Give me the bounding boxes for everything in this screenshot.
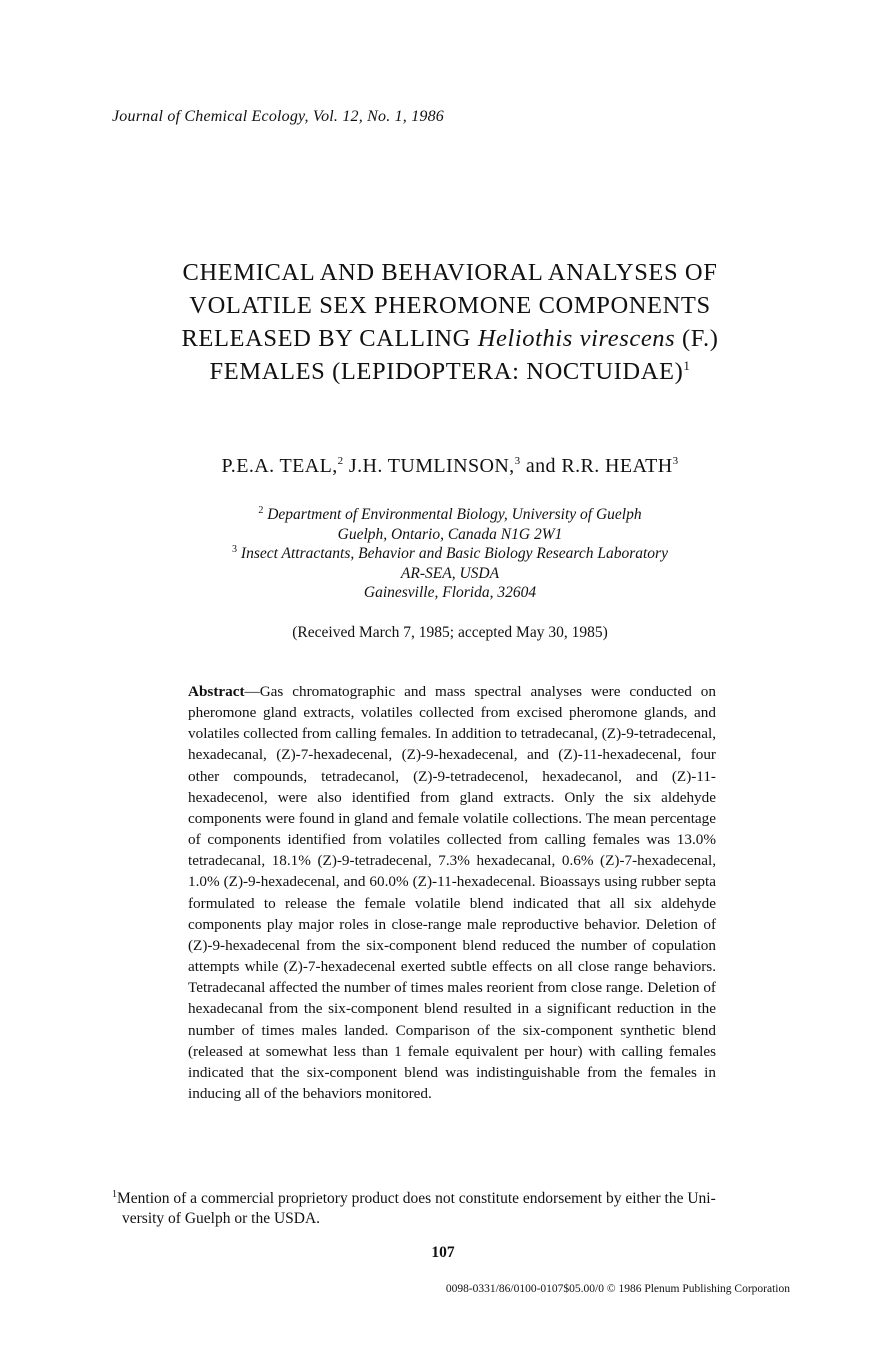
author-name: R.R. HEATH: [561, 455, 673, 477]
affiliation-line: AR-SEA, USDA: [400, 564, 500, 582]
title-line-3: [130, 322, 770, 355]
affiliation-mark: 2: [258, 505, 264, 516]
received-dates: (Received March 7, 1985; accepted May 30, 1985): [292, 624, 608, 641]
affiliation-line: Guelph, Ontario, Canada N1G 2W1: [337, 525, 563, 543]
title-line-2: VOLATILE SEX PHEROMONE COMPONENTS: [189, 292, 711, 319]
abstract-text: —Gas chromatographic and mass spectral analyses were conducted on pheromone gland extracts, volatiles collected from excised pheromone glands, and volatiles collected from calling females. In addition to tetradecanal, (Z)-9-tetradecenal, hexadecanal, (Z)-7-hexadecenal, (Z)-9-hexadecenal, and (Z)-11-hexadecenal, four other compounds, tetradecanol, (Z)-9-tetradecenol, hexadecanol, and (Z)-11-hexadecenol, were also identified from gland extracts. Only the six aldehyde components were found in gland and female volatile collections. The mean percentage of components identified from volatiles collected from calling females was 13.0% tetradecanal, 18.1% (Z)-9-tetradecenal, 7.3% hexadecanal, 0.6% (Z)-7-hexadecenal, 1.0% (Z)-9-hexadecenal, and 60.0% (Z)-11-hexadecenal. Bioassays using rubber septa formulated to release the female volatile blend indicated that all six aldehyde components play major roles in close-range male reproductive behavior. Deletion of (Z)-9-hexadecenal from the six-component blend reduced the number of copulation attempts while (Z)-7-hexadecenal exerted subtle effects on all close range behaviors. Tetradecanal affected the number of times males reorient from close range. Deletion of hexadecanal from the six-component blend resulted in a significant reduction in the number of times males landed. Comparison of the six-component synthetic blend (released at somewhat less than 1 female equivalent per hour) with calling females indicated that the six-component blend was indistinguishable from the females in inducing all of the behaviors monitored.: [188, 683, 716, 1102]
footnote-line-2: versity of Guelph or the USDA.: [122, 1210, 321, 1227]
affiliation-line: Gainesville, Florida, 32604: [363, 584, 537, 601]
affiliation-mark: 3: [232, 544, 238, 555]
footnote-mark: 1: [112, 1189, 117, 1200]
affiliation-text: Department of Environmental Biology, University of Guelph: [267, 506, 642, 523]
copyright-line: 0098-0331/86/0100-0107$05.00/0 © 1986 Plenum Publishing Corporation: [445, 1283, 790, 1295]
paper-title: [130, 256, 770, 388]
abstract-label: Abstract: [188, 683, 245, 700]
affiliation-line: [130, 505, 770, 525]
author-affiliation-mark: 2: [337, 455, 344, 467]
author-name: P.E.A. TEAL,: [221, 455, 338, 477]
affiliation-line: [130, 544, 770, 564]
title-line-4: [130, 355, 770, 388]
author-affiliation-mark: 3: [514, 455, 521, 467]
title-line-1: CHEMICAL AND BEHAVIORAL ANALYSES OF: [182, 259, 718, 286]
footnote: [112, 1189, 792, 1229]
page-number: 107: [431, 1244, 455, 1261]
journal-citation: Journal of Chemical Ecology, Vol. 12, No. 1, 1986: [112, 108, 444, 125]
author-affiliation-mark: 3: [672, 455, 679, 467]
title-line-3-suffix: (F.): [675, 325, 719, 352]
authors-conjunction: and: [525, 455, 556, 477]
title-footnote-mark: 1: [683, 358, 691, 373]
abstract: [188, 681, 716, 1104]
author-name: J.H. TUMLINSON,: [348, 455, 515, 477]
footnote-line-1: Mention of a commercial proprietory product does not constitute endorsement by either the Uni-: [117, 1190, 716, 1207]
title-line-4-text: FEMALES (LEPIDOPTERA: NOCTUIDAE): [209, 358, 684, 385]
title-line-3-prefix: RELEASED BY CALLING: [181, 325, 478, 352]
affiliation-text: Insect Attractants, Behavior and Basic Biology Research Laboratory: [240, 545, 668, 562]
author-list: [130, 455, 770, 478]
affiliations: [130, 505, 770, 603]
species-name: Heliothis virescens: [477, 325, 676, 352]
